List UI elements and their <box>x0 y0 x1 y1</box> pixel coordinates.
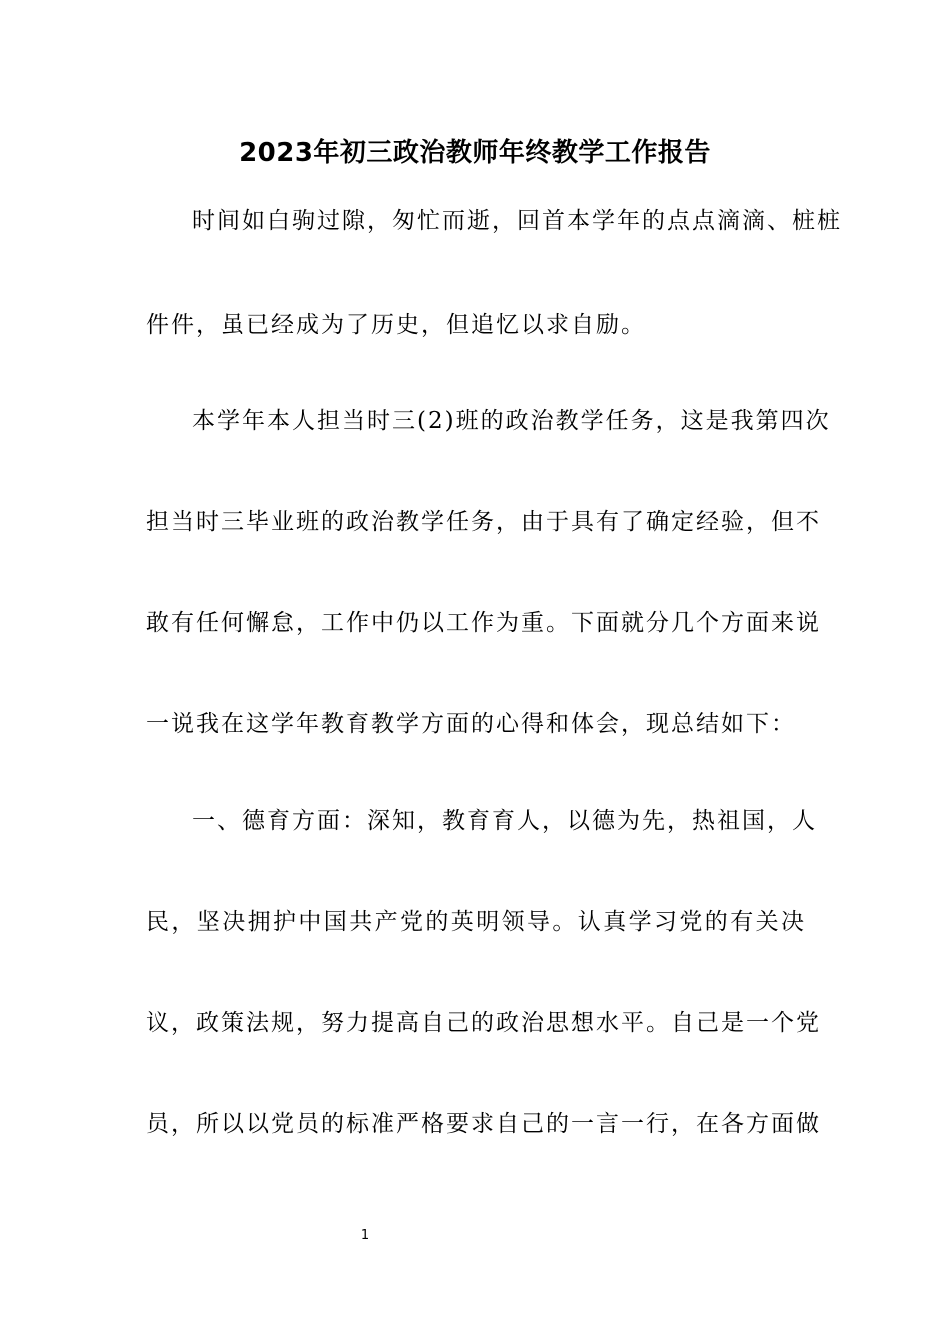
paragraph-2-line-3: 敢有任何懈怠，工作中仍以工作为重。下面就分几个方面来说 <box>146 610 821 636</box>
paragraph-2-line-4: 一说我在这学年教育教学方面的心得和体会，现总结如下： <box>146 711 796 737</box>
paragraph-1-line-1: 时间如白驹过隙，匆忙而逝，回首本学年的点点滴滴、桩桩 <box>192 208 842 234</box>
paragraph-2-line-2: 担当时三毕业班的政治教学任务，由于具有了确定经验，但不 <box>146 509 821 535</box>
paragraph-3-line-3: 议，政策法规，努力提高自己的政治思想水平。自己是一个党 <box>146 1010 821 1036</box>
page-number: 1 <box>360 1228 370 1243</box>
paragraph-1-line-2: 件件，虽已经成为了历史，但追忆以求自励。 <box>146 312 646 338</box>
paragraph-3-line-1: 一、德育方面：深知，教育育人，以德为先，热祖国，人 <box>192 808 817 834</box>
paragraph-3-line-2: 民，坚决拥护中国共产党的英明领导。认真学习党的有关决 <box>146 909 806 935</box>
paragraph-2-line-1: 本学年本人担当时三(2)班的政治教学任务，这是我第四次 <box>192 408 831 434</box>
paragraph-3-line-4: 员，所以以党员的标准严格要求自己的一言一行，在各方面做 <box>146 1111 821 1137</box>
document-title: 2023年初三政治教师年终教学工作报告 <box>239 138 711 168</box>
